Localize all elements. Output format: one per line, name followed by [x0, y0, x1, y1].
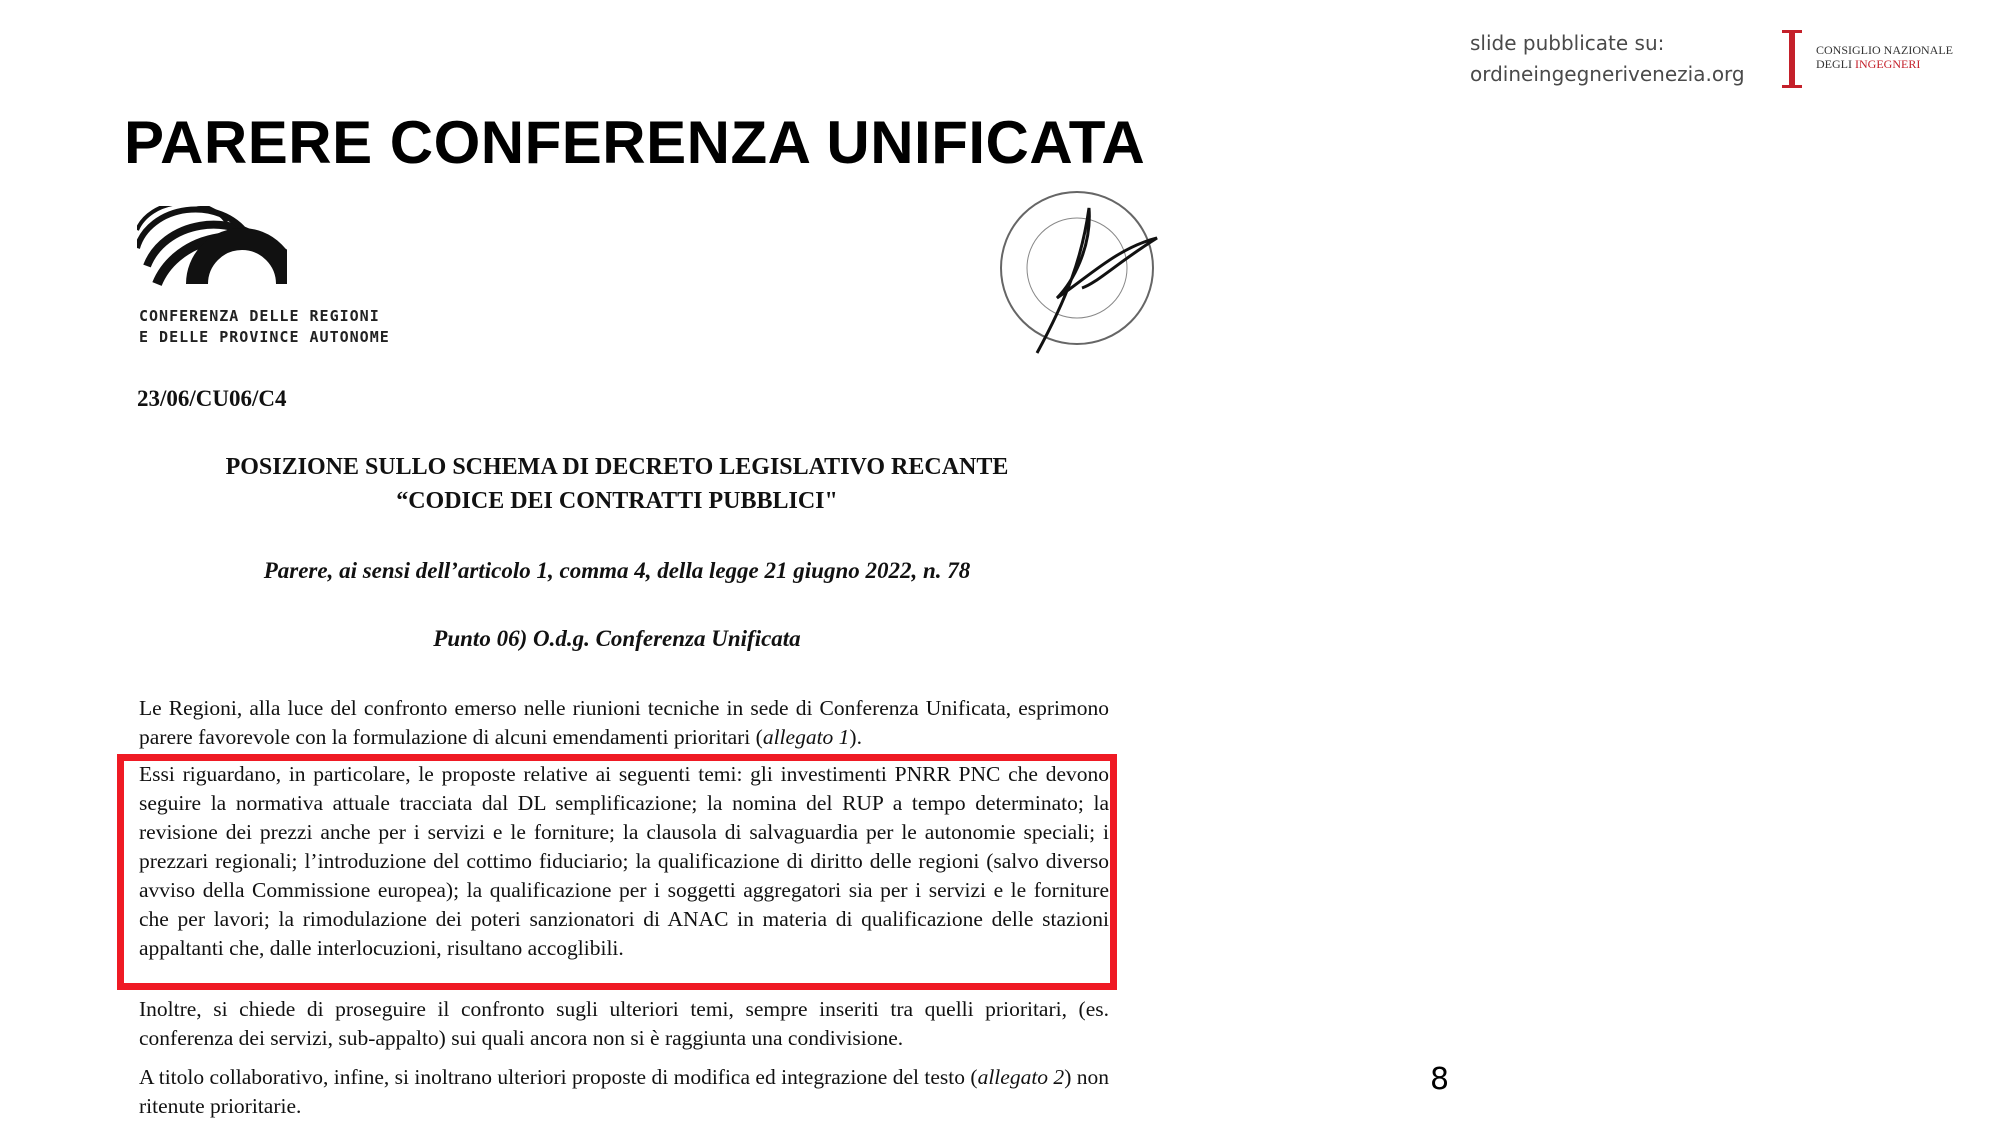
protocol-number: 23/06/CU06/C4	[137, 386, 287, 411]
logo-line2-highlight: INGEGNERI	[1855, 57, 1921, 71]
paragraph-favorable-opinion	[139, 694, 1109, 752]
paragraph-additional-proposals	[139, 1063, 1109, 1121]
paragraph-priority-topics: Essi riguardano, in particolare, le proposte relative ai seguenti temi: gli investimenti PNRR PNC che devono seguire la normativa attuale tracciata dal DL semplificazione; la nomina del RUP a tempo determinato; la revisione dei prezzi anche per i servizi e le forniture; la clausola di salvaguardia per le autonomie speciali; i prezzari regionali; l’introduzione del cottimo fiduciario; la qualificazione di diritto delle regioni (salvo diverso avviso della Commissione europea); la qualificazione per i soggetti aggregatori sia per i servizi e le forniture che per lavori; la rimodulazione dei poteri sanzionatori di ANAC in materia di qualificazione delle stazioni appaltanti che, dalle interlocuzioni, risultano accoglibili.	[139, 762, 1109, 960]
cni-logo	[1780, 30, 1980, 90]
presidency-stamp-icon	[997, 188, 1167, 358]
source-note	[1470, 28, 1745, 90]
document-title-line1: POSIZIONE SULLO SCHEMA DI DECRETO LEGISLATIVO RECANTE	[225, 454, 1009, 480]
conference-name	[139, 306, 390, 348]
paragraph-1-end: ).	[849, 725, 862, 749]
logo-line2	[1816, 57, 1920, 71]
paragraph-4-end: ) non ritenute prioritarie.	[139, 1065, 1109, 1118]
highlight-box	[117, 754, 1117, 990]
annex-2-reference: allegato 2	[977, 1065, 1065, 1089]
conference-name-line2: E DELLE PROVINCE AUTONOME	[139, 328, 390, 346]
source-url[interactable]: ordineingegnerivenezia.org	[1470, 62, 1745, 86]
paragraph-4-text: A titolo collaborativo, infine, si inoltrano ulteriori proposte di modifica ed integrazione del testo (	[139, 1065, 978, 1089]
document-scan	[117, 188, 1170, 1125]
conference-name-line1: CONFERENZA DELLE REGIONI	[139, 307, 380, 325]
agenda-item: Punto 06) O.d.g. Conferenza Unificata	[433, 626, 801, 651]
logo-line1: CONSIGLIO NAZIONALE	[1816, 43, 1953, 57]
logo-i-icon	[1780, 30, 1804, 88]
opinion-reference: Parere, ai sensi dell’articolo 1, comma 4, della legge 21 giugno 2022, n. 78	[263, 558, 971, 583]
logo-line2-prefix: DEGLI	[1816, 57, 1855, 71]
paragraph-1-text: Le Regioni, alla luce del confronto emerso nelle riunioni tecniche in sede di Conferenza Unificata, esprimono parere favorevole con la formulazione di alcuni emendamenti prioritari (	[139, 696, 1109, 749]
paragraph-further-topics: Inoltre, si chiede di proseguire il confronto sugli ulteriori temi, sempre inseriti tra quelli prioritari, (es. conferenza dei servizi, sub-appalto) sui quali ancora non si è raggiunta una condivisione.	[139, 997, 1109, 1050]
slide-title: PARERE CONFERENZA UNIFICATA	[124, 109, 1146, 176]
annex-1-reference: allegato 1	[762, 725, 850, 749]
document-title	[117, 450, 1117, 518]
conference-logo-icon	[137, 206, 287, 286]
document-title-line2: “CODICE DEI CONTRATTI PUBBLICI"	[396, 488, 838, 514]
source-label: slide pubblicate su:	[1470, 31, 1665, 55]
page-number: 8	[1430, 1062, 1450, 1097]
